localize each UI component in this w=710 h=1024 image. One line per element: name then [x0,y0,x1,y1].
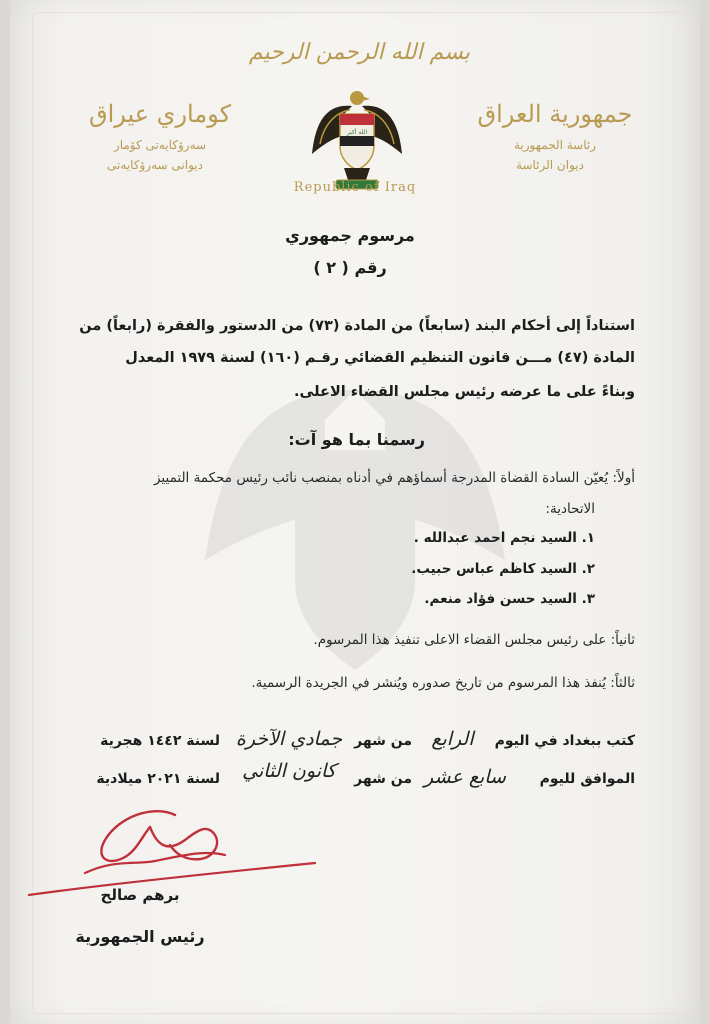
appointee-name: ٢. السيد كاظم عباس حبيب. [411,561,595,577]
clause-second: ثانياً: على رئيس مجلس القضاء الاعلى تنفيذ هذا المرسوم. [313,632,635,648]
date-row1-year: لسنة ١٤٤٢ هجرية [100,733,220,749]
letterhead-left-title: كوماري عيراق [88,100,232,128]
date-row2-year: لسنة ٢٠٢١ ميلادية [96,771,220,787]
iraq-eagle-emblem-icon [302,84,412,194]
date-row1-month-handwritten: جمادي الآخرة [235,728,343,750]
date-row2-month-label: من شهر [354,771,412,787]
letterhead-left-sub1: سەرۆکایەتی کۆمار [113,138,207,152]
clause-first-line-1: أولاً: يُعيّن السادة القضاة المدرجة أسماؤهم في أدناه بمنصب نائب رئيس محكمة التمييز [153,470,635,486]
date-row1-prefix: كتب ببغداد في اليوم [494,733,635,749]
date-row2-day-handwritten: سابع عشر [424,766,506,788]
clause-first-line-2: الاتحادية: [545,501,595,517]
decree-title: مرسوم جمهوري [285,226,415,245]
date-row2-prefix: الموافق لليوم [539,771,635,787]
preamble-line-2: المادة (٤٧) مـــن قانون التنظيم القضائي رقـم (١٦٠) لسنة ١٩٧٩ المعدل [125,350,635,366]
appointee-name: ١. السيد نجم احمد عبدالله . [413,530,595,546]
basmala-text: بسم الله الرحمن الرحيم [248,40,470,65]
letterhead-right-sub1: رئاسة الجمهورية [513,138,597,152]
date-row1-day-handwritten: الرابع [431,728,474,750]
date-row2-month-handwritten: كانون الثاني [242,760,336,782]
decree-number: رقم ( ٢ ) [313,258,387,277]
letterhead-left-sub2: دیوانی سەرۆکایەتی [107,158,203,172]
preamble-line-1: استناداً إلى أحكام البند (سابعاً) من المادة (٧٣) من الدستور والفقرة (رابعاً) من [79,318,635,334]
preamble-line-3: وبناءً على ما عرضه رئيس مجلس القضاء الاعلى. [293,384,635,400]
svg-text:الله أكبر: الله أكبر [346,129,368,136]
emblem-label: Republic of Iraq [293,180,417,195]
clause-third: ثالثاً: يُنفذ هذا المرسوم من تاريخ صدوره ويُنشر في الجريدة الرسمية. [251,675,635,691]
decree-heading: رسمنا بما هو آت: [288,430,425,449]
appointee-name: ٣. السيد حسن فؤاد منعم. [424,591,595,607]
letterhead-right-title: جمهورية العراق [477,100,633,128]
date-row1-month-label: من شهر [354,733,412,749]
signer-name: برهم صالح [100,886,180,904]
letterhead-right-sub2: ديوان الرئاسة [516,158,584,172]
signer-title: رئيس الجمهورية [75,927,205,946]
